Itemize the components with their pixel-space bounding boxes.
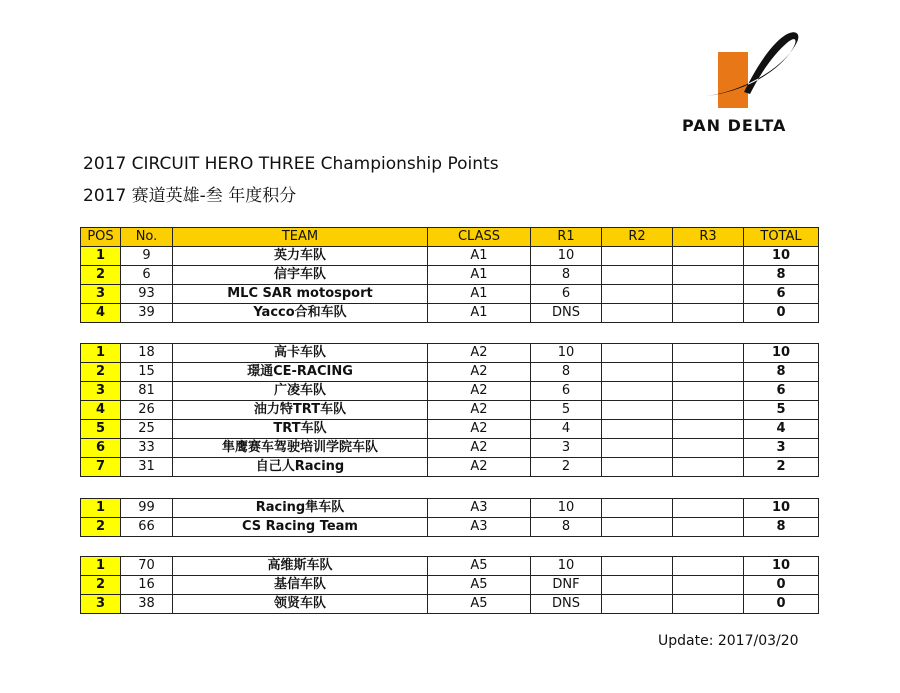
r3-cell [673,518,744,537]
r2-cell [602,266,673,285]
r3-cell [673,458,744,477]
pan-delta-emblem-icon [700,30,810,110]
team-cell: 基信车队 [173,576,428,595]
class-cell: A2 [428,420,531,439]
total-cell: 0 [744,576,819,595]
table-row [81,247,819,266]
class-cell: A2 [428,401,531,420]
total-cell: 10 [744,499,819,518]
table-row [81,304,819,323]
total-cell: 0 [744,595,819,614]
number-cell: 70 [121,557,173,576]
team-cell: CS Racing Team [173,518,428,537]
r3-cell [673,439,744,458]
header-team: TEAM [173,228,428,247]
r1-cell: 8 [531,518,602,537]
pos-cell: 6 [81,439,121,458]
standings-table-group-1 [80,227,819,323]
team-cell: 领贤车队 [173,595,428,614]
number-cell: 25 [121,420,173,439]
table-row [81,499,819,518]
r3-cell [673,266,744,285]
standings-table-group-3 [80,498,819,537]
total-cell: 10 [744,557,819,576]
total-cell: 8 [744,266,819,285]
r1-cell: 10 [531,499,602,518]
r3-cell [673,557,744,576]
r1-cell: 2 [531,458,602,477]
pos-cell: 2 [81,576,121,595]
header-pos: POS [81,228,121,247]
r1-cell: 10 [531,344,602,363]
class-cell: A1 [428,247,531,266]
r3-cell [673,363,744,382]
number-cell: 15 [121,363,173,382]
r2-cell [602,363,673,382]
table-row [81,363,819,382]
team-cell: MLC SAR motosport [173,285,428,304]
r2-cell [602,458,673,477]
r1-cell: 8 [531,266,602,285]
class-cell: A2 [428,363,531,382]
number-cell: 66 [121,518,173,537]
r3-cell [673,576,744,595]
r3-cell [673,247,744,266]
total-cell: 5 [744,401,819,420]
r2-cell [602,576,673,595]
r2-cell [602,420,673,439]
number-cell: 26 [121,401,173,420]
number-cell: 38 [121,595,173,614]
table-row [81,420,819,439]
page-title-chinese: 2017 赛道英雄-叁 年度积分 [83,186,297,206]
class-cell: A2 [428,458,531,477]
table-row [81,518,819,537]
team-cell: 自己人Racing [173,458,428,477]
pos-cell: 3 [81,382,121,401]
class-cell: A2 [428,382,531,401]
r2-cell [602,439,673,458]
team-cell: Yacco合和车队 [173,304,428,323]
r2-cell [602,518,673,537]
class-cell: A3 [428,499,531,518]
table-row [81,344,819,363]
team-cell: 璟通CE-RACING [173,363,428,382]
r2-cell [602,344,673,363]
table-row [81,576,819,595]
pos-cell: 2 [81,363,121,382]
update-date: Update: 2017/03/20 [658,633,799,649]
number-cell: 31 [121,458,173,477]
r2-cell [602,247,673,266]
total-cell: 10 [744,344,819,363]
r1-cell: 4 [531,420,602,439]
r1-cell: DNS [531,595,602,614]
class-cell: A3 [428,518,531,537]
number-cell: 93 [121,285,173,304]
class-cell: A1 [428,285,531,304]
team-cell: 广凌车队 [173,382,428,401]
class-cell: A2 [428,439,531,458]
number-cell: 81 [121,382,173,401]
total-cell: 6 [744,382,819,401]
r3-cell [673,499,744,518]
r3-cell [673,344,744,363]
pos-cell: 7 [81,458,121,477]
pos-cell: 2 [81,518,121,537]
total-cell: 2 [744,458,819,477]
table-row [81,557,819,576]
number-cell: 16 [121,576,173,595]
header-class: CLASS [428,228,531,247]
class-cell: A5 [428,576,531,595]
total-cell: 4 [744,420,819,439]
table-row [81,401,819,420]
number-cell: 39 [121,304,173,323]
r1-cell: DNS [531,304,602,323]
number-cell: 33 [121,439,173,458]
number-cell: 99 [121,499,173,518]
table-row [81,439,819,458]
r2-cell [602,499,673,518]
table-row [81,595,819,614]
pos-cell: 3 [81,595,121,614]
header-r1: R1 [531,228,602,247]
header-total: TOTAL [744,228,819,247]
number-cell: 18 [121,344,173,363]
pos-cell: 4 [81,401,121,420]
r2-cell [602,382,673,401]
team-cell: Racing隼车队 [173,499,428,518]
team-cell: 英力车队 [173,247,428,266]
r3-cell [673,595,744,614]
header-r3: R3 [673,228,744,247]
team-cell: 信宇车队 [173,266,428,285]
r1-cell: 8 [531,363,602,382]
pos-cell: 5 [81,420,121,439]
r3-cell [673,382,744,401]
r1-cell: 10 [531,557,602,576]
r2-cell [602,304,673,323]
team-cell: TRT车队 [173,420,428,439]
pos-cell: 1 [81,499,121,518]
number-cell: 6 [121,266,173,285]
team-cell: 高维斯车队 [173,557,428,576]
table-row [81,458,819,477]
team-cell: 油力特TRT车队 [173,401,428,420]
table-row [81,285,819,304]
table-header-row [81,228,819,247]
r1-cell: 10 [531,247,602,266]
total-cell: 8 [744,518,819,537]
pos-cell: 3 [81,285,121,304]
r3-cell [673,304,744,323]
class-cell: A2 [428,344,531,363]
class-cell: A1 [428,266,531,285]
r3-cell [673,420,744,439]
team-cell: 隼鹰赛车驾驶培训学院车队 [173,439,428,458]
r1-cell: 6 [531,382,602,401]
r1-cell: DNF [531,576,602,595]
pos-cell: 1 [81,557,121,576]
table-row [81,266,819,285]
r2-cell [602,595,673,614]
page-title-english: 2017 CIRCUIT HERO THREE Championship Points [83,154,499,174]
r3-cell [673,285,744,304]
pos-cell: 1 [81,247,121,266]
pos-cell: 1 [81,344,121,363]
pos-cell: 2 [81,266,121,285]
r1-cell: 6 [531,285,602,304]
total-cell: 0 [744,304,819,323]
pos-cell: 4 [81,304,121,323]
team-cell: 高卡车队 [173,344,428,363]
class-cell: A1 [428,304,531,323]
class-cell: A5 [428,595,531,614]
r2-cell [602,557,673,576]
table-row [81,382,819,401]
pan-delta-logo [680,30,830,140]
number-cell: 9 [121,247,173,266]
r2-cell [602,401,673,420]
standings-table-group-2 [80,343,819,477]
r3-cell [673,401,744,420]
total-cell: 3 [744,439,819,458]
total-cell: 10 [744,247,819,266]
header-no: No. [121,228,173,247]
r1-cell: 3 [531,439,602,458]
r1-cell: 5 [531,401,602,420]
class-cell: A5 [428,557,531,576]
total-cell: 6 [744,285,819,304]
header-r2: R2 [602,228,673,247]
total-cell: 8 [744,363,819,382]
r2-cell [602,285,673,304]
standings-table-group-4 [80,556,819,614]
logo-text: PAN DELTA [682,116,787,135]
